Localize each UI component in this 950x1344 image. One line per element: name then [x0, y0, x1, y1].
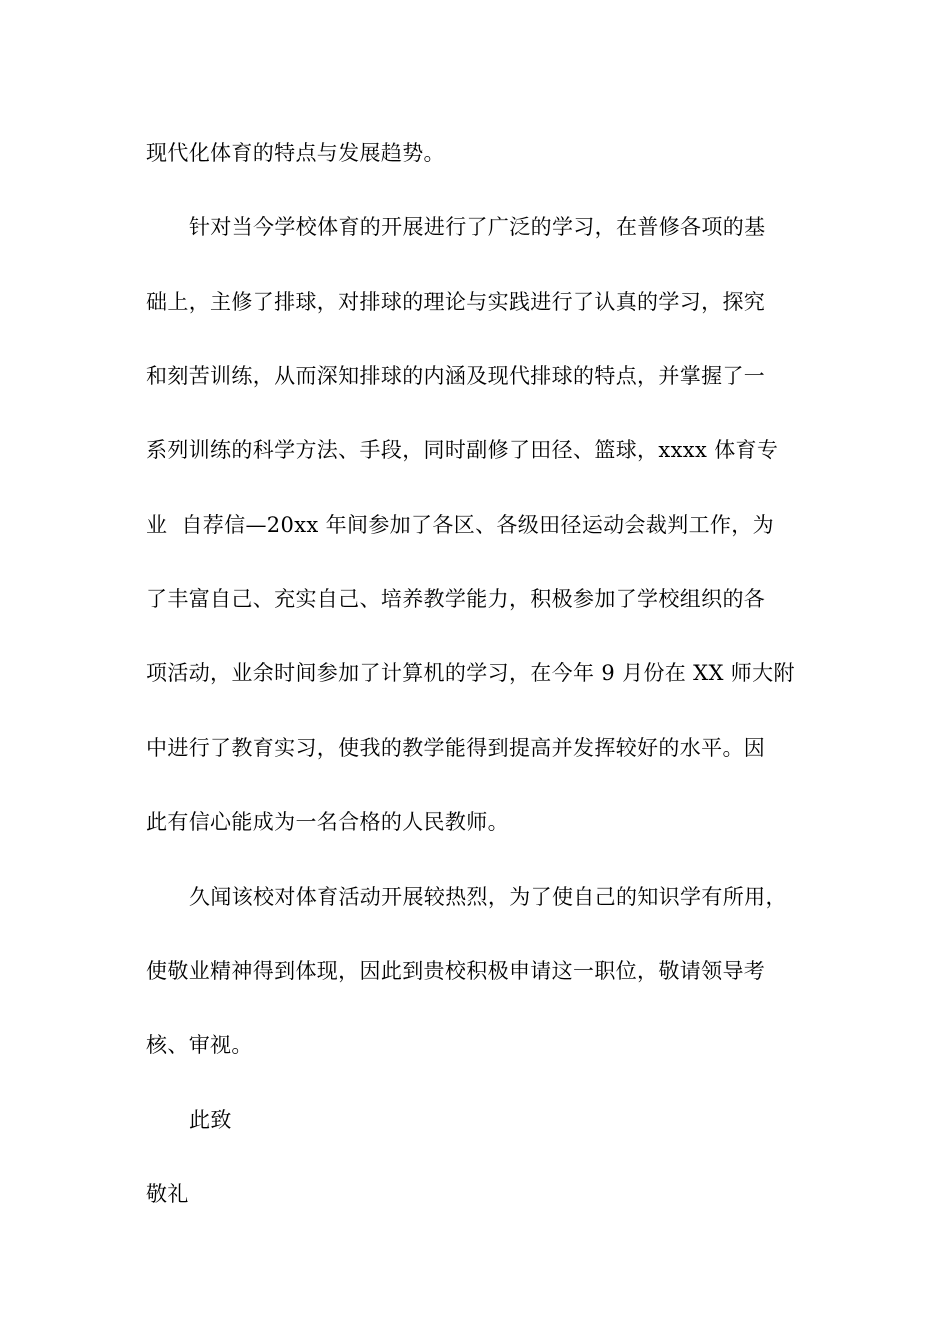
paragraph-line: 础上，主修了排球，对排球的理论与实践进行了认真的学习，探究: [146, 290, 766, 314]
paragraph-line: 针对当今学校体育的开展进行了广泛的学习，在普修各项的基: [189, 215, 766, 239]
paragraph-line: 业 自荐信—20xx 年间参加了各区、各级田径运动会裁判工作，为: [146, 513, 774, 537]
paragraph-line: 久闻该校对体育活动开展较热烈，为了使自己的知识学有所用，: [189, 885, 787, 909]
closing-regards: 敬礼: [146, 1182, 189, 1206]
paragraph-line: 核、审视。: [146, 1033, 253, 1057]
paragraph-line: 中进行了教育实习，使我的教学能得到提高并发挥较好的水平。因: [146, 736, 766, 760]
paragraph-line: 系列训练的科学方法、手段，同时副修了田径、篮球，xxxx 体育专: [146, 438, 779, 462]
paragraph-line: 此有信心能成为一名合格的人民教师。: [146, 810, 509, 834]
paragraph-line: 现代化体育的特点与发展趋势。: [146, 141, 445, 165]
closing-salutation: 此致: [189, 1108, 232, 1132]
paragraph-line: 和刻苦训练，从而深知排球的内涵及现代排球的特点，并掌握了一: [146, 364, 766, 388]
paragraph-line: 项活动，业余时间参加了计算机的学习，在今年 9 月份在 XX 师大附: [146, 661, 795, 685]
paragraph-line: 了丰富自己、充实自己、培养教学能力，积极参加了学校组织的各: [146, 587, 766, 611]
paragraph-line: 使敬业精神得到体现，因此到贵校积极申请这一职位，敬请领导考: [146, 959, 766, 983]
